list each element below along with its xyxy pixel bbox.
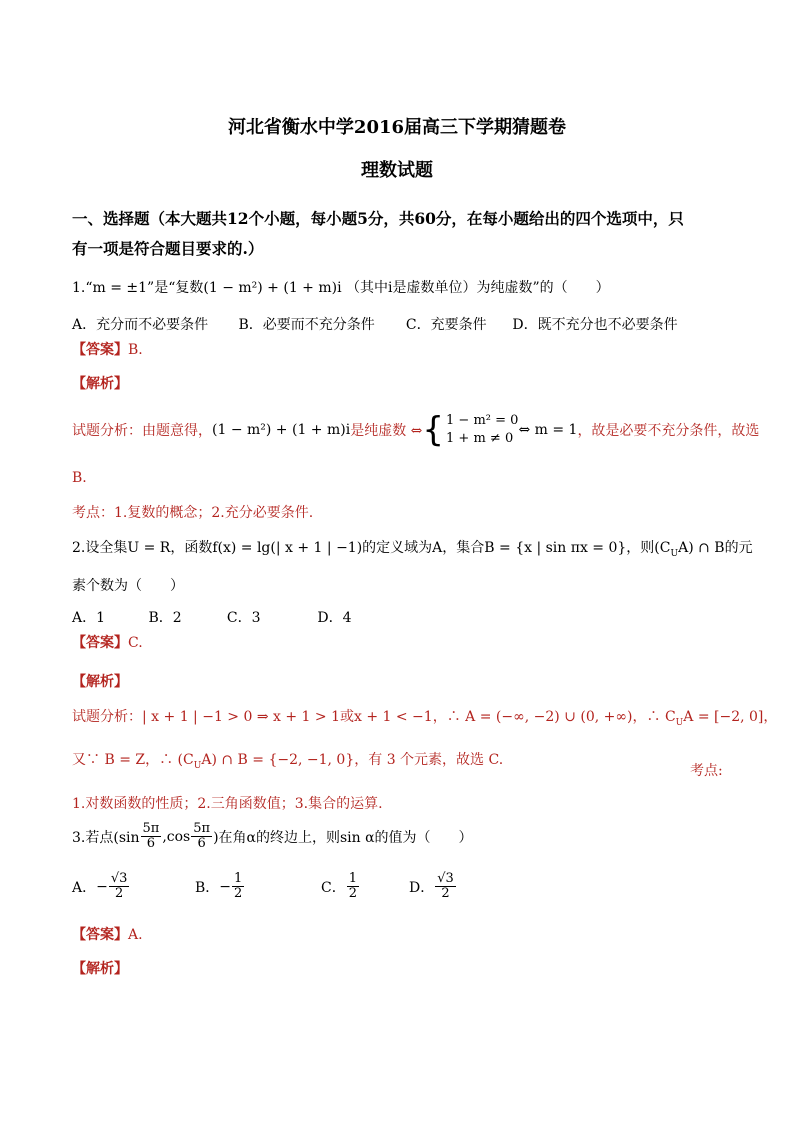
- section-heading-line2: 有一项是符合题目要求的.）: [72, 239, 264, 258]
- q3-option-d: [409, 872, 457, 902]
- page-title: 河北省衡水中学2016届高三下学期猜题卷: [227, 117, 567, 138]
- q1-analysis-expr: (1 − m²) + (1 + m)i: [212, 422, 351, 439]
- q3-option-c: [321, 872, 409, 902]
- q3-option-b: [195, 872, 321, 902]
- q3-option-c-den: 2: [348, 886, 357, 902]
- q3-option-b-num: 1: [234, 871, 243, 886]
- q3-fraction-1-num: 5π: [142, 821, 160, 836]
- q1-equation-system: [422, 410, 519, 451]
- q1-analysis: [72, 410, 760, 451]
- q3-fraction-1-den: 6: [146, 836, 156, 852]
- q1-answer-label: 【答案】: [72, 342, 128, 358]
- q2-stem-subscript: U: [670, 548, 679, 559]
- q2-analysis-line2-mid: A) ∩ B = {−2, −1, 0}: [201, 752, 355, 768]
- q2-analysis-label: 【解析】: [72, 674, 128, 690]
- q1-kaodian: 考点：1.复数的概念；2.充分必要条件.: [72, 505, 314, 521]
- q1-option-b: B．必要而不充分条件: [238, 317, 375, 333]
- q2-analysis-line1-text: 试题分析：| x + 1 | −1 > 0 ⇒ x + 1 > 1或x + 1 < −1，∴ A = (−∞, −2) ∪ (0, +∞)，∴ C: [72, 709, 676, 725]
- brace-symbol: {: [422, 410, 445, 451]
- q3-option-c-num: 1: [348, 871, 357, 886]
- q2-analysis-line2-sub: U: [193, 760, 202, 771]
- q3-answer-label: 【答案】: [72, 927, 128, 943]
- q1-analysis-end: B.: [72, 470, 87, 486]
- q3-stem-pre: 3.若点(sin: [72, 829, 140, 846]
- q2-kaodian-label: 考点:: [690, 763, 723, 779]
- q3-option-a-sign: −: [96, 878, 108, 895]
- q1-option-d: D．既不充分也不必要条件: [512, 317, 678, 333]
- q2-analysis-line2-pre: 又∵ B = Z，∴ (C: [72, 752, 194, 768]
- q2-answer-value: C.: [128, 635, 143, 651]
- q2-answer: [72, 632, 143, 652]
- q1-analysis-post: ⇔ m = 1: [518, 422, 578, 439]
- q2-analysis-line1-end: A = [−2, 0]，: [683, 709, 778, 725]
- q1-answer-value: B.: [128, 342, 143, 358]
- q1-answer: [72, 339, 143, 359]
- q2-option-b: B．2: [148, 610, 182, 626]
- q3-answer: [72, 924, 143, 944]
- q3-option-b-sign: −: [219, 878, 232, 895]
- q3-fraction-1: [141, 822, 162, 852]
- q3-option-a-den: 2: [115, 886, 124, 902]
- q1-stem: 1.“m = ±1”是“复数(1 − m²) + (1 + m)i （其中i是虚数单位）为纯虚数”的（ ）: [72, 280, 610, 296]
- q3-option-c-label: C．: [321, 879, 346, 896]
- section-heading-line1: 一、选择题（本大题共12个小题，每小题5分，共60分，在每小题给出的四个选项中，只: [72, 209, 684, 228]
- q2-stem-line2: 素个数为（ ）: [72, 578, 184, 594]
- q3-options: [72, 872, 457, 902]
- q3-fraction-2: [191, 822, 212, 852]
- q3-answer-value: A.: [128, 927, 143, 943]
- q3-option-b-label: B．: [195, 879, 220, 896]
- q3-fraction-2-den: 6: [197, 836, 206, 852]
- q2-option-c: C．3: [226, 610, 261, 626]
- q3-option-a-num: √3: [110, 871, 128, 886]
- q1-analysis-label: 【解析】: [72, 376, 128, 392]
- page-subtitle: 理数试题: [361, 160, 433, 181]
- q3-stem-post: )在角α的终边上，则sin α的值为（ ）: [213, 829, 473, 846]
- q1-analysis-tail: ，故是必要不充分条件，故选: [577, 423, 760, 440]
- q1-analysis-pre: 试题分析：由题意得，: [72, 423, 212, 440]
- q3-analysis-label: 【解析】: [72, 961, 128, 977]
- q2-analysis-line2: [72, 749, 503, 771]
- q1-system-row2: 1 + m ≠ 0: [446, 431, 514, 447]
- q3-fraction-2-num: 5π: [193, 821, 211, 836]
- q3-option-d-num: √3: [437, 871, 454, 886]
- q2-kaodian: 1.对数函数的性质；2.三角函数值；3.集合的运算.: [72, 796, 383, 812]
- q3-option-b-den: 2: [234, 886, 243, 902]
- q1-option-a: A．充分而不必要条件: [72, 317, 209, 333]
- q2-stem-end: A) ∩ B的元: [678, 540, 753, 556]
- q3-option-a: [72, 872, 195, 902]
- q3-stem-mid: ,cos: [162, 828, 191, 845]
- q2-stem-text: 2.设全集U = R，函数f(x) = lg(| x + 1 | −1)的定义域为A，集合B = {x | sin πx = 0}，则(C: [72, 540, 671, 556]
- q1-options: [72, 314, 678, 334]
- q2-option-a: A．1: [72, 610, 106, 626]
- q2-answer-label: 【答案】: [72, 635, 128, 651]
- q3-option-d-label: D．: [409, 879, 435, 896]
- q2-options: [72, 607, 352, 627]
- q2-analysis-line1-sub: U: [675, 717, 684, 728]
- q1-analysis-mid: 是纯虚数 ⇔: [350, 423, 423, 440]
- q2-analysis-line1: [72, 706, 777, 728]
- q3-option-d-den: 2: [441, 886, 450, 902]
- q1-system-row1: 1 − m² = 0: [446, 413, 519, 428]
- q3-stem: [72, 822, 473, 852]
- q3-option-a-label: A．: [72, 879, 97, 896]
- q2-option-d: D．4: [317, 610, 352, 626]
- q2-analysis-line2-end: ，有 3 个元素，故选 C.: [354, 752, 504, 768]
- q2-stem-line1: [72, 537, 753, 559]
- q1-option-c: C．充要条件: [405, 317, 487, 333]
